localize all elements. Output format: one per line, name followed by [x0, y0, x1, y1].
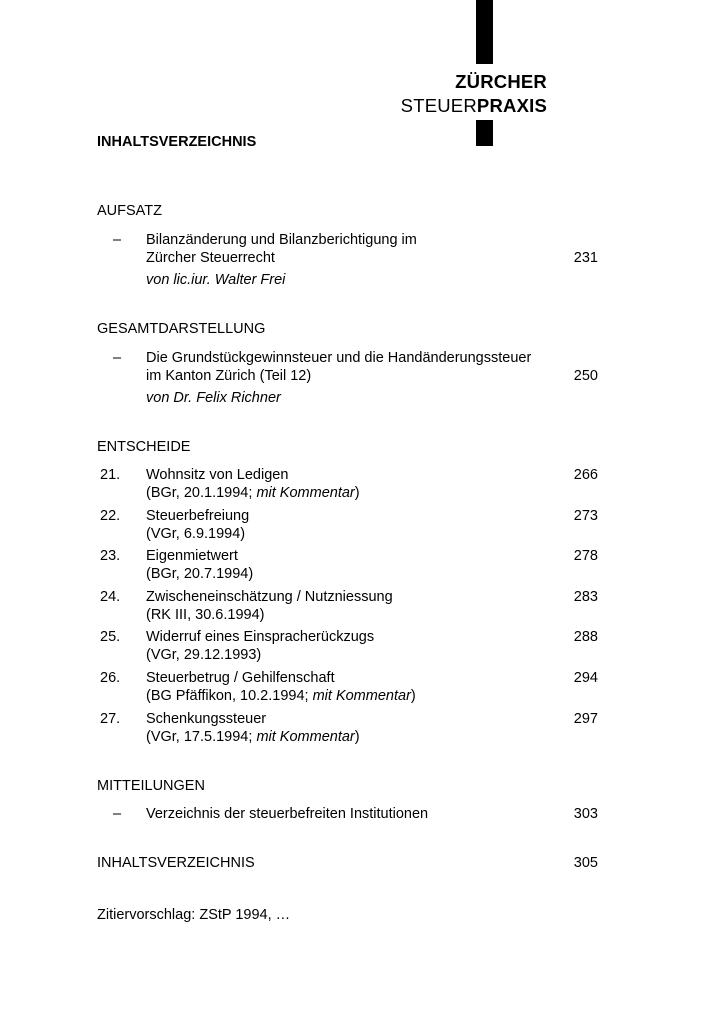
logo-line2: [401, 95, 547, 117]
decision-source: (VGr, 6.9.1994): [146, 526, 246, 542]
entry-title-line2: im Kanton Zürich (Teil 12): [146, 368, 312, 384]
section-heading-entscheide: ENTSCHEIDE: [97, 439, 191, 455]
entry-title-line2: Zürcher Steuerrecht: [146, 250, 275, 266]
logo-line2-bold: PRAXIS: [476, 95, 547, 116]
decision-source-close: ): [354, 485, 360, 501]
decision-source: (BGr, 20.7.1994): [146, 566, 254, 582]
citation-suggestion: Zitiervorschlag: ZStP 1994, …: [97, 907, 291, 923]
decision-number: 22.: [100, 508, 121, 524]
decision-source: [146, 687, 566, 705]
decision-number: 27.: [100, 711, 121, 727]
decision-page-number: 283: [573, 589, 598, 605]
section-heading-index: INHALTSVERZEICHNIS: [97, 855, 255, 871]
index-page-number: 305: [573, 855, 598, 871]
logo-bar-bottom: [476, 120, 493, 146]
decision-page-number: 273: [573, 508, 598, 524]
decision-page-number: 278: [573, 548, 598, 564]
decision-source: [146, 484, 566, 502]
list-marker: –: [113, 806, 122, 822]
decision-number: 24.: [100, 589, 121, 605]
entry-title-line1: Bilanzänderung und Bilanzberichtigung im: [146, 232, 417, 248]
decision-number: 25.: [100, 629, 121, 645]
decision-source: [146, 728, 566, 746]
decision-source-close: ): [354, 729, 360, 745]
decision-page-number: 266: [573, 467, 598, 483]
list-marker: –: [113, 232, 122, 248]
section-heading-gesamtdarstellung: GESAMTDARSTELLUNG: [97, 321, 266, 337]
page-title: INHALTSVERZEICHNIS: [97, 134, 257, 150]
decision-page-number: 297: [573, 711, 598, 727]
entry-page-number: 231: [573, 250, 598, 266]
decision-source-text: (BG Pfäffikon, 10.2.1994;: [146, 688, 313, 704]
logo-line1: ZÜRCHER: [455, 71, 547, 92]
decision-source-text: (BGr, 20.1.1994;: [146, 485, 257, 501]
logo-bar-top: [476, 0, 493, 64]
entry-author: von Dr. Felix Richner: [146, 390, 281, 406]
decision-title: Eigenmietwert: [146, 548, 238, 564]
decision-title: Schenkungssteuer: [146, 711, 267, 727]
decision-source-comment: mit Kommentar: [256, 485, 355, 501]
decision-number: 21.: [100, 467, 121, 483]
entry-page-number: 303: [573, 806, 598, 822]
decision-source-comment: mit Kommentar: [256, 729, 355, 745]
section-heading-mitteilungen: MITTEILUNGEN: [97, 778, 205, 794]
decision-number: 23.: [100, 548, 121, 564]
decision-page-number: 294: [573, 670, 598, 686]
logo-line2-plain: STEUER: [400, 95, 477, 116]
decision-source: (RK III, 30.6.1994): [146, 607, 265, 623]
section-heading-aufsatz: AUFSATZ: [97, 203, 162, 219]
decision-title: Steuerbetrug / Gehilfenschaft: [146, 670, 335, 686]
decision-page-number: 288: [573, 629, 598, 645]
decision-source-text: (VGr, 17.5.1994;: [146, 729, 257, 745]
entry-title-line1: Verzeichnis der steuerbefreiten Institutionen: [146, 806, 429, 822]
decision-number: 26.: [100, 670, 121, 686]
entry-author: von lic.iur. Walter Frei: [146, 272, 286, 288]
entry-page-number: 250: [573, 368, 598, 384]
entry-title-line1: Die Grundstückgewinnsteuer und die Handänderungssteuer: [146, 350, 532, 366]
decision-source-comment: mit Kommentar: [312, 688, 411, 704]
decision-title: Steuerbefreiung: [146, 508, 250, 524]
list-marker: –: [113, 350, 122, 366]
decision-title: Widerruf eines Einspracherückzugs: [146, 629, 375, 645]
decision-title: Wohnsitz von Ledigen: [146, 467, 289, 483]
decision-source-close: ): [410, 688, 416, 704]
decision-title: Zwischeneinschätzung / Nutzniessung: [146, 589, 393, 605]
decision-source: (VGr, 29.12.1993): [146, 647, 262, 663]
